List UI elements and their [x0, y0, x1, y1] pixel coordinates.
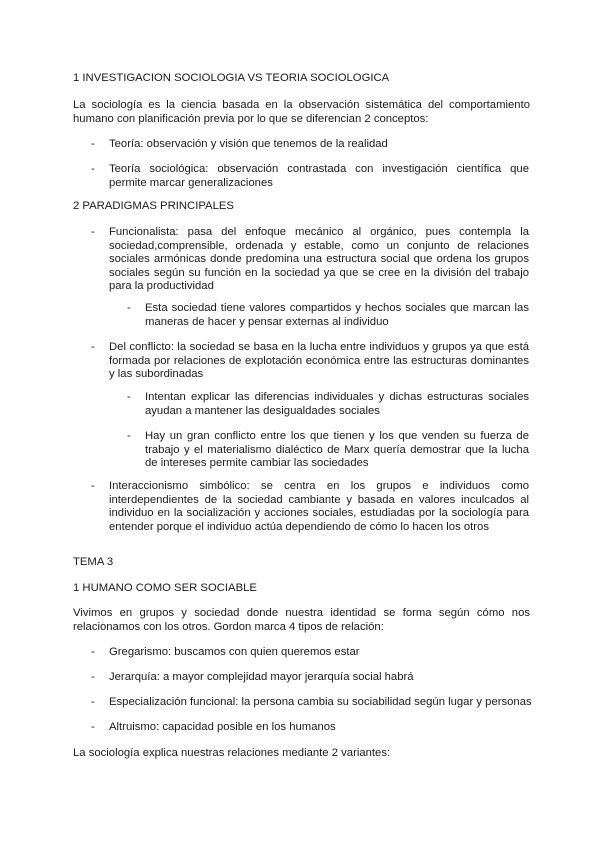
- list-bullet: -: [91, 480, 95, 492]
- list-item: Gregarismo: buscamos con quien queremos estar: [109, 646, 360, 658]
- list-bullet: -: [91, 138, 95, 150]
- list-item: Altruismo: capacidad posible en los humanos: [109, 721, 336, 733]
- paragraph: La sociología explica nuestras relaciones mediante 2 variantes:: [73, 747, 391, 759]
- tema-heading: TEMA 3: [73, 556, 114, 568]
- paragraph: La sociología es la ciencia basada en la observación sistemática del comportamiento humano con planificación previa por lo que se diferencian 2 conceptos:: [73, 99, 530, 125]
- section-heading: 1 INVESTIGACION SOCIOLOGIA VS TEORIA SOCIOLOGICA: [73, 72, 390, 84]
- list-item: Teoría sociológica: observación contrastada con investigación científica que permite marcar generalizaciones: [109, 163, 529, 189]
- list-item: Del conflicto: la sociedad se basa en la lucha entre individuos y grupos ya que está formada por relaciones de explotación económica entre las estructuras dominantes y las subordinadas: [109, 341, 529, 381]
- section-heading: 1 HUMANO COMO SER SOCIABLE: [73, 582, 257, 594]
- sub-list-bullet: -: [127, 391, 131, 403]
- sub-list-item: Intentan explicar las diferencias individuales y dichas estructuras sociales ayudan a mantener las desigualdades sociales: [145, 391, 529, 417]
- list-bullet: -: [91, 226, 95, 238]
- list-item: Funcionalista: pasa del enfoque mecánico al orgánico, pues contempla la sociedad,comprensible, ordenada y estable, como un conjunto de relaciones sociales armónicas donde predomina una estructura social que ordena los grupos sociales según su función en la sociedad ya que se cree en la división del trabajo para la productividad: [109, 226, 529, 293]
- list-item: Interaccionismo simbólico: se centra en los grupos e individuos como interdependientes de la sociedad cambiante y basada en valores inculcados al individuo en la socialización y acciones sociales, estudiadas por la sociología para entender porque el individuo actúa dependiendo de cómo lo hacen los otros: [109, 480, 529, 533]
- list-bullet: -: [91, 721, 95, 733]
- list-bullet: -: [91, 163, 95, 175]
- list-bullet: -: [91, 341, 95, 353]
- list-item: Especialización funcional: la persona cambia su sociabilidad según lugar y personas: [109, 696, 532, 708]
- sub-list-item: Esta sociedad tiene valores compartidos y hechos sociales que marcan las maneras de hacer y pensar externas al individuo: [145, 302, 529, 328]
- sub-list-bullet: -: [127, 302, 131, 314]
- list-bullet: -: [91, 696, 95, 708]
- list-item: Teoría: observación y visión que tenemos de la realidad: [109, 138, 388, 150]
- sub-list-bullet: -: [127, 430, 131, 442]
- list-item: Jerarquía: a mayor complejidad mayor jerarquía social habrá: [109, 671, 414, 683]
- list-bullet: -: [91, 671, 95, 683]
- list-bullet: -: [91, 646, 95, 658]
- paragraph: Vivimos en grupos y sociedad donde nuestra identidad se forma según cómo nos relacionamos con los otros. Gordon marca 4 tipos de relación:: [73, 607, 530, 633]
- section-heading: 2 PARADIGMAS PRINCIPALES: [73, 200, 234, 212]
- sub-list-item: Hay un gran conflicto entre los que tienen y los que venden su fuerza de trabajo y el materialismo dialéctico de Marx quería demostrar que la lucha de intereses permite cambiar las sociedades: [145, 430, 529, 470]
